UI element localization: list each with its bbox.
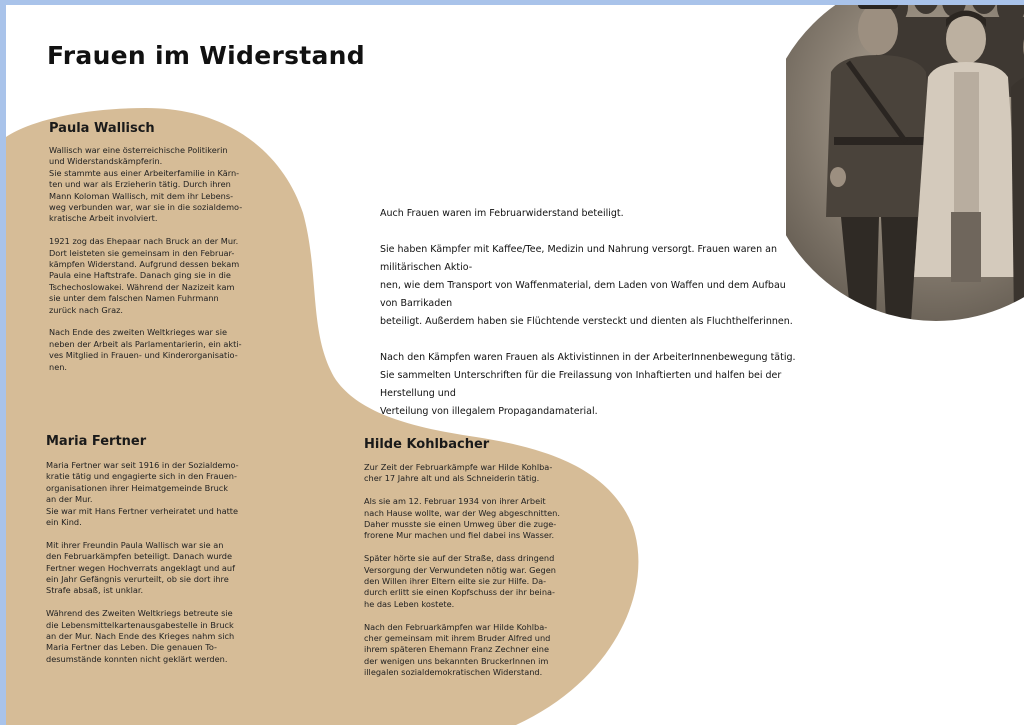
bio-paragraph: Als sie am 12. Februar 1934 von ihrer Arbeit nach Hause wollte, war der Weg abgeschnitten. Daher musste sie einen Umweg über die zuge- frorene Mur machen und fiel dabei ins Wasser. [364, 496, 560, 541]
bio-paragraph: Während des Zweiten Weltkriegs betreute sie die Lebensmittelkartenausgabestelle in Bruck an der Mur. Nach Ende des Krieges nahm sich Maria Fertner das Leben. Die genauen To- desumstände konnten nicht geklärt werden. [46, 608, 235, 664]
bio-paragraph: 1921 zog das Ehepaar nach Bruck an der Mur. Dort leisteten sie gemeinsam in den Februar- kämpfen Widerstand. Aufgrund dessen bekam Paula eine Haftstrafe. Danach ging sie in die Tschechoslowakei. Während der Nazizeit kam sie unter dem falschen Namen Fuhrmann zurück nach Graz. [49, 236, 240, 315]
poster-page [6, 5, 1024, 725]
bio-paragraph: Zur Zeit der Februarkämpfe war Hilde Kohlba- cher 17 Jahre alt und als Schneiderin tätig. [364, 462, 553, 484]
bio-paragraph: Maria Fertner war seit 1916 in der Sozialdemo- kratie tätig und engagierte sich in den Frauen- organisationen ihrer Heimatgemeinde Bruck an der Mur. Sie war mit Hans Fertner verheiratet und hatte ein Kind. [46, 460, 239, 528]
bio-paragraph: Nach den Februarkämpfen war Hilde Kohlba- cher gemeinsam mit ihrem Bruder Alfred und ihrem späteren Ehemann Franz Zechner eine der wenigen uns bekannten BruckerInnen im illegalen sozialdemokratischen Widerstand. [364, 621, 551, 678]
intro-paragraph: Nach den Kämpfen waren Frauen als Aktivistinnen in der ArbeiterInnenbewegung tätig. Sie sammelten Unterschriften für die Freilassung von Inhaftierten und halfen bei der Herstellung und Verteilung von illegalem Propagandamaterial. [380, 352, 796, 417]
section-heading-wallisch: Paula Wallisch [49, 121, 155, 136]
bio-paragraph: Mit ihrer Freundin Paula Wallisch war sie an den Februarkämpfen beteiligt. Danach wurde Fertner wegen Hochverrats angeklagt und auf ein Jahr Gefängnis verurteilt, ob sie dort ihre Strafe absaß, ist unklar. [46, 539, 236, 596]
intro-paragraph: Auch Frauen waren im Februarwiderstand beteiligt. [380, 208, 624, 219]
bio-fertner [46, 460, 296, 677]
section-heading-fertner: Maria Fertner [46, 434, 147, 449]
bio-paragraph: Nach Ende des zweiten Weltkrieges war sie neben der Arbeit als Parlamentarierin, ein akti- ves Mitglied in Frauen- und Kinderorganisatio- nen. [49, 327, 242, 372]
intro-text [380, 205, 800, 439]
bio-paragraph: Wallisch war eine österreichische Politikerin und Widerstandskämpferin. Sie stammte aus einer Arbeiterfamilie in Kärn- ten und war als Erzieherin tätig. Durch ihren Mann Koloman Wallisch, mit dem ihr Lebens- weg verbunden war, war sie in die sozialdemo- kratische Arbeit involviert. [49, 145, 243, 224]
bio-kohlbacher [364, 462, 604, 690]
section-heading-kohlbacher: Hilde Kohlbacher [364, 437, 490, 452]
historical-photo [786, 5, 1024, 322]
bio-wallisch [49, 145, 294, 384]
page-title: Frauen im Widerstand [47, 41, 365, 70]
intro-paragraph: Sie haben Kämpfer mit Kaffee/Tee, Medizin und Nahrung versorgt. Frauen waren an militärischen Aktio- nen, wie dem Transport von Waffenmaterial, dem Laden von Waffen und dem Aufbau von Barrikaden beteiligt. Außerdem haben sie Flüchtende versteckt und dienten als Fluchthelferinnen. [380, 244, 793, 327]
bio-paragraph: Später hörte sie auf der Straße, dass dringend Versorgung der Verwundeten nötig war. Gegen den Willen ihrer Eltern eilte sie zur Hilfe. Da- durch erlitt sie einen Kopfschuss der ihr beina- he das Leben kostete. [364, 553, 556, 609]
